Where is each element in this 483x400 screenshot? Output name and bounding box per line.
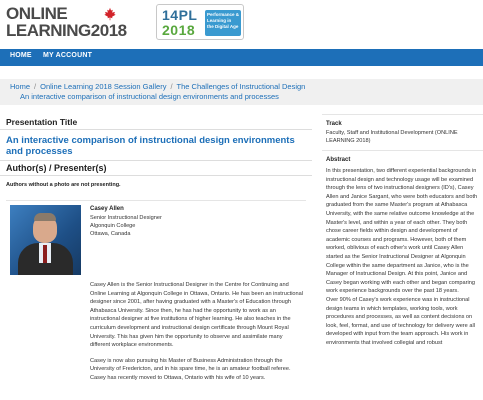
breadcrumb-gallery[interactable]: Online Learning 2018 Session Gallery (40, 82, 167, 91)
no-photo-note: Authors without a photo are not presenting. (6, 182, 121, 188)
logo-text-online: ONLINE (6, 4, 68, 23)
logo-14pl-tagline: Performance & Learning in the Digital Age (207, 12, 240, 29)
divider (322, 114, 483, 115)
divider (0, 175, 312, 176)
track-heading: Track (326, 121, 342, 127)
presentation-details (0, 114, 312, 400)
abstract-heading: Abstract (326, 157, 351, 163)
author-org: Algonquin College (90, 223, 136, 229)
breadcrumb-current: An interactive comparison of instructional design environments and processes (20, 92, 279, 101)
breadcrumb-home[interactable]: Home (10, 82, 31, 91)
author-photo (10, 205, 81, 275)
divider (0, 160, 312, 161)
author-card (6, 200, 306, 400)
author-bio-paragraph: Casey is now also pursuing his Master of Business Administration through the University of Fredericton, and in his spare time, he is an amateur football referee. Casey has recently moved to Ottawa, Ontario with his wife of 10 years. (90, 357, 291, 381)
track-value: Faculty, Staff and Institutional Development (ONLINE LEARNING 2018) (326, 130, 458, 144)
authors-heading: Author(s) / Presenter(s) (6, 163, 107, 173)
breadcrumb-challenges[interactable]: The Challenges of Instructional Design (176, 82, 306, 91)
logo-14pl-tagline-box (205, 10, 241, 36)
header-logo-bar (0, 0, 483, 47)
nav-home-link[interactable]: HOME (10, 52, 32, 59)
logo-text-learning-word: LEARNING (6, 21, 91, 40)
abstract-paragraph: In this presentation, two different experiential backgrounds in instructional design and technology usage will be examined through the lens of two instructional designers (ID's), Casey Allen and Janice Sargant, who were both educators and both graduated from the same Master's program at Athabasca University, with the same relative outcome knowledge at the Master's level, and within a year of each other. They both chose career fields within design and development of academic courses and programs. However, both of them worked, oblivious of each other's work until Casey Allen started as the Senior Instructional Designer at Algonquin College within the same department as Janice, who is the Manager of Instructional Design. At this point, Janice and Casey began working with each other and began comparing work experience backgrounds over the past 18 years. (326, 168, 478, 295)
logo-14pl-top: 14PL (162, 7, 198, 23)
breadcrumb-separator: / (34, 82, 37, 91)
divider (0, 129, 312, 130)
author-location: Ottawa, Canada (90, 231, 131, 237)
author-bio-paragraph: Casey Allen is the Senior Instructional Designer in the Centre for Continuing and Online Learning at Algonquin College in Ottawa, Ontario. He has been an instructional designer since 2001, after having graduated with a Master's of Education through Athabasca University. Since then, he has had the opportunity to work as an instructional designer at five institutions of higher learning. He also teaches in the curriculum development and instructional design certificate through Mount Royal University. This has given him the opportunity to observe and assimilate many different workplace environments. (90, 282, 304, 349)
breadcrumb-separator: / (170, 82, 173, 91)
abstract-text (326, 167, 479, 347)
online-learning-logo[interactable] (6, 5, 126, 41)
section-title: Presentation Title (6, 117, 78, 127)
author-role: Senior Instructional Designer (90, 215, 162, 221)
breadcrumb (0, 79, 483, 105)
maple-leaf-icon (103, 7, 117, 21)
divider (322, 150, 483, 151)
abstract-paragraph: Over 90% of Casey's work experience was in instructional design teams in which templates, working tools, work procedures and processes, as well as content decisions on look, feel, format, and use of technology for delivery were all developed with input from the team approach. His work in environments that involved collegial and robust (326, 296, 475, 346)
photo-tie (43, 245, 47, 263)
logo-text-learning (6, 23, 127, 39)
photo-hair (34, 213, 56, 221)
author-bio (90, 281, 304, 390)
sidebar (322, 114, 483, 400)
logo-14pl-year: 2018 (162, 22, 196, 38)
presentation-title: An interactive comparison of instructional design environments and processes (6, 135, 295, 157)
author-name: Casey Allen (90, 206, 124, 212)
main-nav (0, 49, 483, 66)
i4pl-logo[interactable] (156, 4, 244, 40)
logo-text-year: 2018 (90, 21, 127, 40)
nav-my-account-link[interactable]: MY ACCOUNT (43, 52, 93, 59)
